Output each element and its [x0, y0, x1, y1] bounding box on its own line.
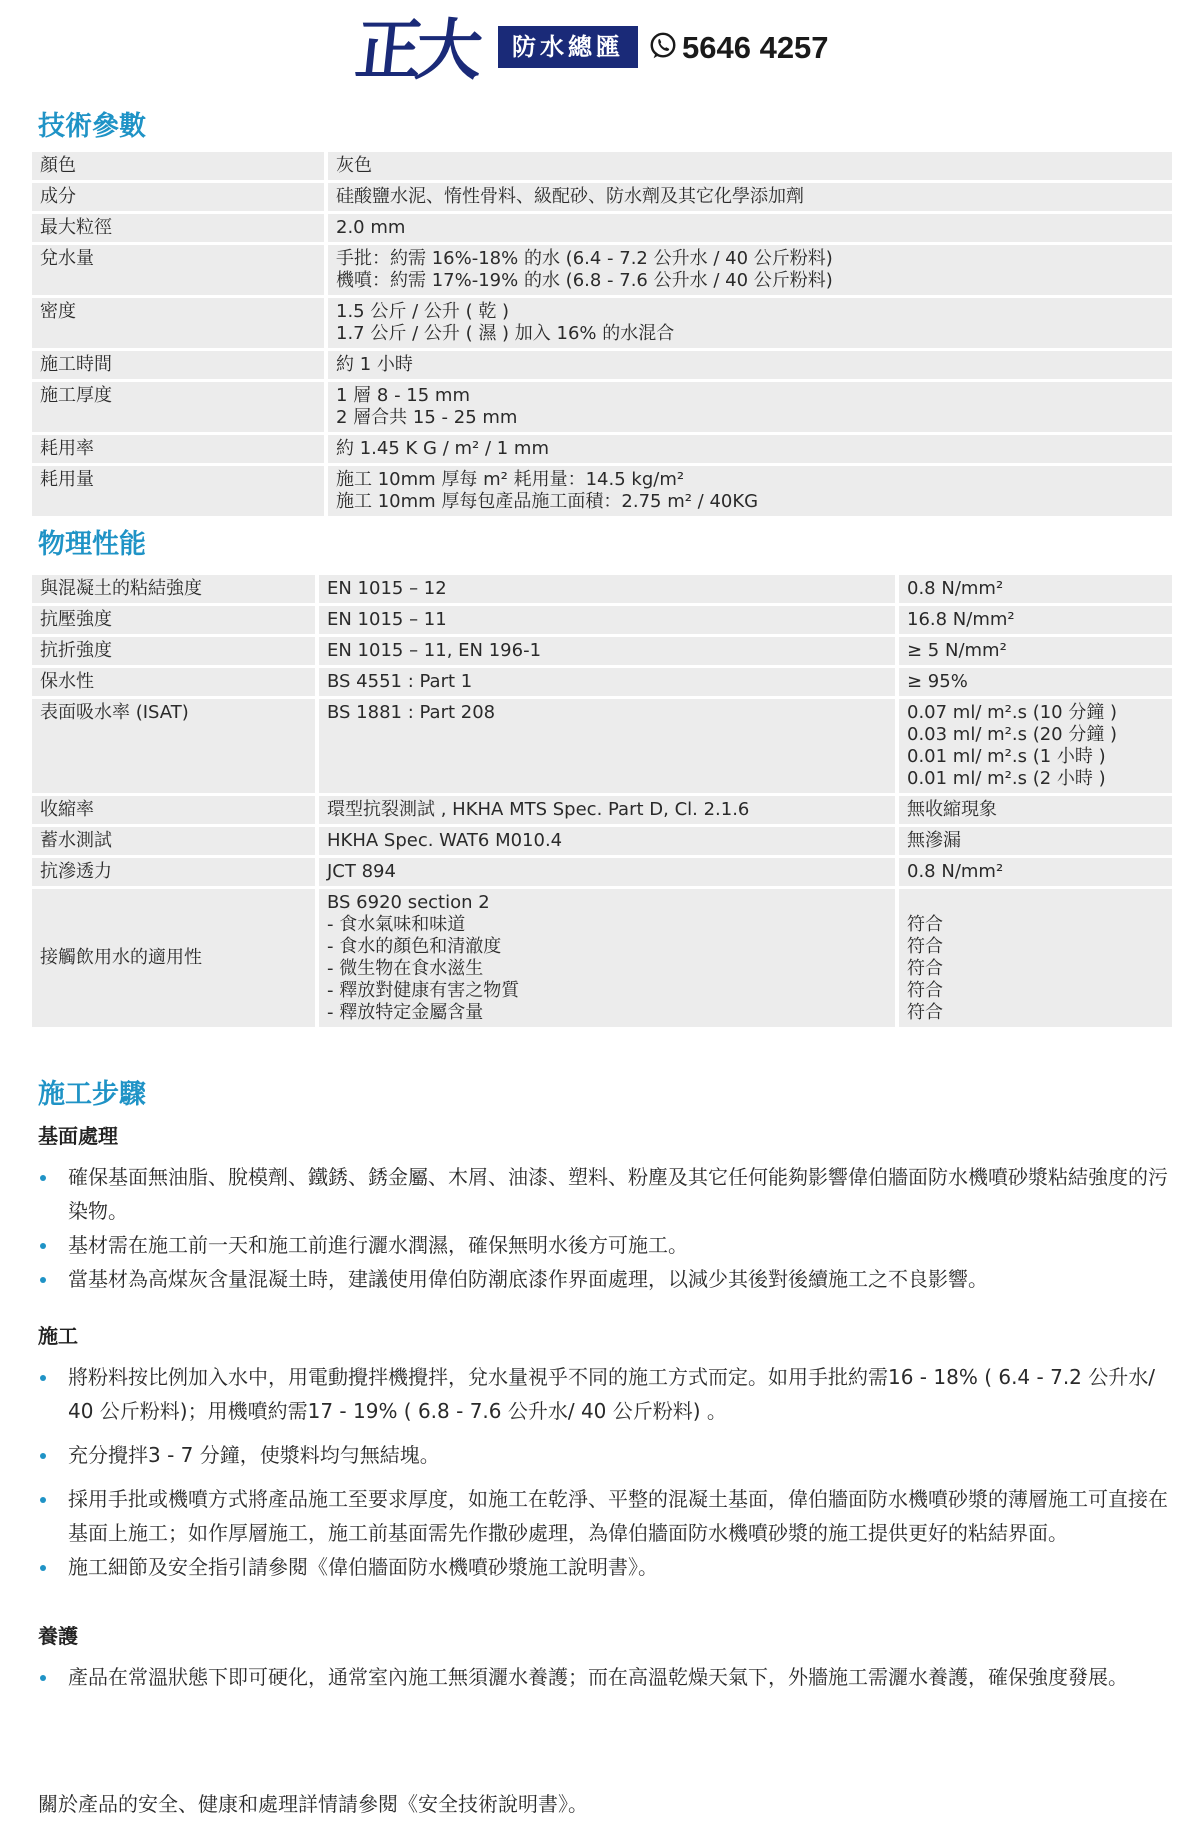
table-row [32, 152, 1172, 180]
bullet-dot [40, 1497, 46, 1503]
param-value: 手批：約需 16%-18% 的水 (6.4 - 7.2 公升水 / 40 公斤粉料) 機噴：約需 17%-19% 的水 (6.8 - 7.6 公升水 / 40 公斤粉料) [328, 245, 1172, 295]
test-result: 無收縮現象 [899, 796, 1172, 824]
table-row [32, 575, 1172, 603]
bullet-dot [40, 1675, 46, 1681]
footer-note: 關於產品的安全、健康和處理詳情請參閱《安全技術說明書》。 [38, 1792, 588, 1816]
test-result: 無滲漏 [899, 827, 1172, 855]
property-name: 與混凝土的粘結強度 [32, 575, 319, 603]
bullet-dot [40, 1277, 46, 1283]
param-label: 耗用率 [32, 435, 328, 463]
bullets-base [38, 1160, 1178, 1296]
param-value: 施工 10mm 厚每 m² 耗用量：14.5 kg/m² 施工 10mm 厚每包產品施工面積：2.75 m² / 40KG [328, 466, 1172, 516]
param-label: 施工時間 [32, 351, 328, 379]
param-value: 硅酸鹽水泥、惰性骨料、級配砂、防水劑及其它化學添加劑 [328, 183, 1172, 211]
param-label: 耗用量 [32, 466, 328, 516]
list-item: 產品在常溫狀態下即可硬化，通常室內施工無須灑水養護；而在高溫乾燥天氣下，外牆施工需灑水養護，確保強度發展。 [38, 1660, 1178, 1694]
test-result: 0.8 N/mm² [899, 858, 1172, 886]
bullet-dot [40, 1565, 46, 1571]
table-row [32, 637, 1172, 665]
table-row [32, 858, 1172, 886]
brand-logo: 正大 [351, 11, 481, 89]
physical-spec-table [32, 572, 1172, 1030]
property-name: 表面吸水率 (ISAT) [32, 699, 319, 793]
test-standard: HKHA Spec. WAT6 M010.4 [319, 827, 899, 855]
property-name: 保水性 [32, 668, 319, 696]
subheading-base: 基面處理 [38, 1124, 118, 1148]
phone-number[interactable]: 5646 4257 [682, 30, 829, 65]
test-standard: 環型抗裂測試 , HKHA MTS Spec. Part D, Cl. 2.1.6 [319, 796, 899, 824]
param-label: 最大粒徑 [32, 214, 328, 242]
test-result: 0.07 ml/ m².s (10 分鐘 ) 0.03 ml/ m².s (20 分鐘 ) 0.01 ml/ m².s (1 小時 ) 0.01 ml/ m².s (2 小時 ) [899, 699, 1172, 793]
param-label: 兌水量 [32, 245, 328, 295]
param-value: 2.0 mm [328, 214, 1172, 242]
header [0, 11, 1200, 89]
bullet-dot [40, 1243, 46, 1249]
list-item: 充分攪拌3 - 7 分鐘，使漿料均勻無結塊。 [38, 1438, 1178, 1472]
table-row [32, 668, 1172, 696]
list-item: 採用手批或機噴方式將產品施工至要求厚度，如施工在乾淨、平整的混凝土基面，偉伯牆面防水機噴砂漿的薄層施工可直接在基面上施工；如作厚層施工，施工前基面需先作撒砂處理，為偉伯牆面防水機噴砂漿的施工提供更好的粘結界面。 [38, 1482, 1178, 1550]
param-value: 1.5 公斤 / 公升 ( 乾 ) 1.7 公斤 / 公升 ( 濕 ) 加入 16% 的水混合 [328, 298, 1172, 348]
table-row [32, 382, 1172, 432]
table-row [32, 699, 1172, 793]
table-row [32, 466, 1172, 516]
tech-spec-table [32, 149, 1172, 519]
property-name: 抗滲透力 [32, 858, 319, 886]
section-title-tech: 技術參數 [38, 111, 146, 142]
table-row [32, 245, 1172, 295]
property-name: 抗折強度 [32, 637, 319, 665]
whatsapp-icon [648, 31, 678, 65]
test-standard: EN 1015 – 11 [319, 606, 899, 634]
section-title-steps: 施工步驟 [38, 1079, 146, 1110]
test-standard: BS 6920 section 2 - 食水氣味和味道 - 食水的顏色和清澈度 - 微生物在食水滋生 - 釋放對健康有害之物質 - 釋放特定金屬含量 [319, 889, 899, 1027]
table-row [32, 183, 1172, 211]
list-item: 確保基面無油脂、脫模劑、鐵銹、銹金屬、木屑、油漆、塑料、粉塵及其它任何能夠影響偉伯牆面防水機噴砂漿粘結強度的污染物。 [38, 1160, 1178, 1228]
test-result: 0.8 N/mm² [899, 575, 1172, 603]
bullet-dot [40, 1375, 46, 1381]
param-label: 施工厚度 [32, 382, 328, 432]
bullets-work [38, 1360, 1178, 1584]
bullet-dot [40, 1175, 46, 1181]
test-result: ≥ 95% [899, 668, 1172, 696]
phone-contact[interactable] [648, 28, 829, 68]
table-row [32, 827, 1172, 855]
bullet-dot [40, 1453, 46, 1459]
param-label: 成分 [32, 183, 328, 211]
param-label: 密度 [32, 298, 328, 348]
param-value: 灰色 [328, 152, 1172, 180]
list-item: 將粉料按比例加入水中，用電動攪拌機攪拌，兌水量視乎不同的施工方式而定。如用手批約需16 - 18% ( 6.4 - 7.2 公升水/ 40 公斤粉料)；用機噴約需17 - 19% ( 6.8 - 7.6 公升水/ 40 公斤粉料) 。 [38, 1360, 1178, 1428]
table-row [32, 889, 1172, 1027]
table-row [32, 298, 1172, 348]
property-name: 蓄水測試 [32, 827, 319, 855]
test-standard: BS 1881 : Part 208 [319, 699, 899, 793]
section-title-physical: 物理性能 [38, 529, 146, 560]
property-name: 接觸飲用水的適用性 [32, 889, 319, 1027]
brand-badge: 防水總匯 [498, 26, 638, 68]
test-standard: EN 1015 – 12 [319, 575, 899, 603]
subheading-care: 養護 [38, 1624, 78, 1648]
bullets-care [38, 1660, 1178, 1694]
table-row [32, 606, 1172, 634]
table-row [32, 214, 1172, 242]
param-label: 顏色 [32, 152, 328, 180]
test-result: 符合 符合 符合 符合 符合 [899, 889, 1172, 1027]
table-row [32, 351, 1172, 379]
test-standard: BS 4551 : Part 1 [319, 668, 899, 696]
property-name: 收縮率 [32, 796, 319, 824]
param-value: 約 1 小時 [328, 351, 1172, 379]
subheading-work: 施工 [38, 1324, 78, 1348]
test-standard: JCT 894 [319, 858, 899, 886]
list-item: 基材需在施工前一天和施工前進行灑水潤濕，確保無明水後方可施工。 [38, 1228, 1178, 1262]
test-result: ≥ 5 N/mm² [899, 637, 1172, 665]
test-result: 16.8 N/mm² [899, 606, 1172, 634]
property-name: 抗壓強度 [32, 606, 319, 634]
list-item: 施工細節及安全指引請參閱《偉伯牆面防水機噴砂漿施工說明書》。 [38, 1550, 1178, 1584]
test-standard: EN 1015 – 11, EN 196-1 [319, 637, 899, 665]
param-value: 約 1.45 K G / m² / 1 mm [328, 435, 1172, 463]
list-item: 當基材為高煤灰含量混凝土時，建議使用偉伯防潮底漆作界面處理，以減少其後對後續施工之不良影響。 [38, 1262, 1178, 1296]
param-value: 1 層 8 - 15 mm 2 層合共 15 - 25 mm [328, 382, 1172, 432]
table-row [32, 796, 1172, 824]
table-row [32, 435, 1172, 463]
